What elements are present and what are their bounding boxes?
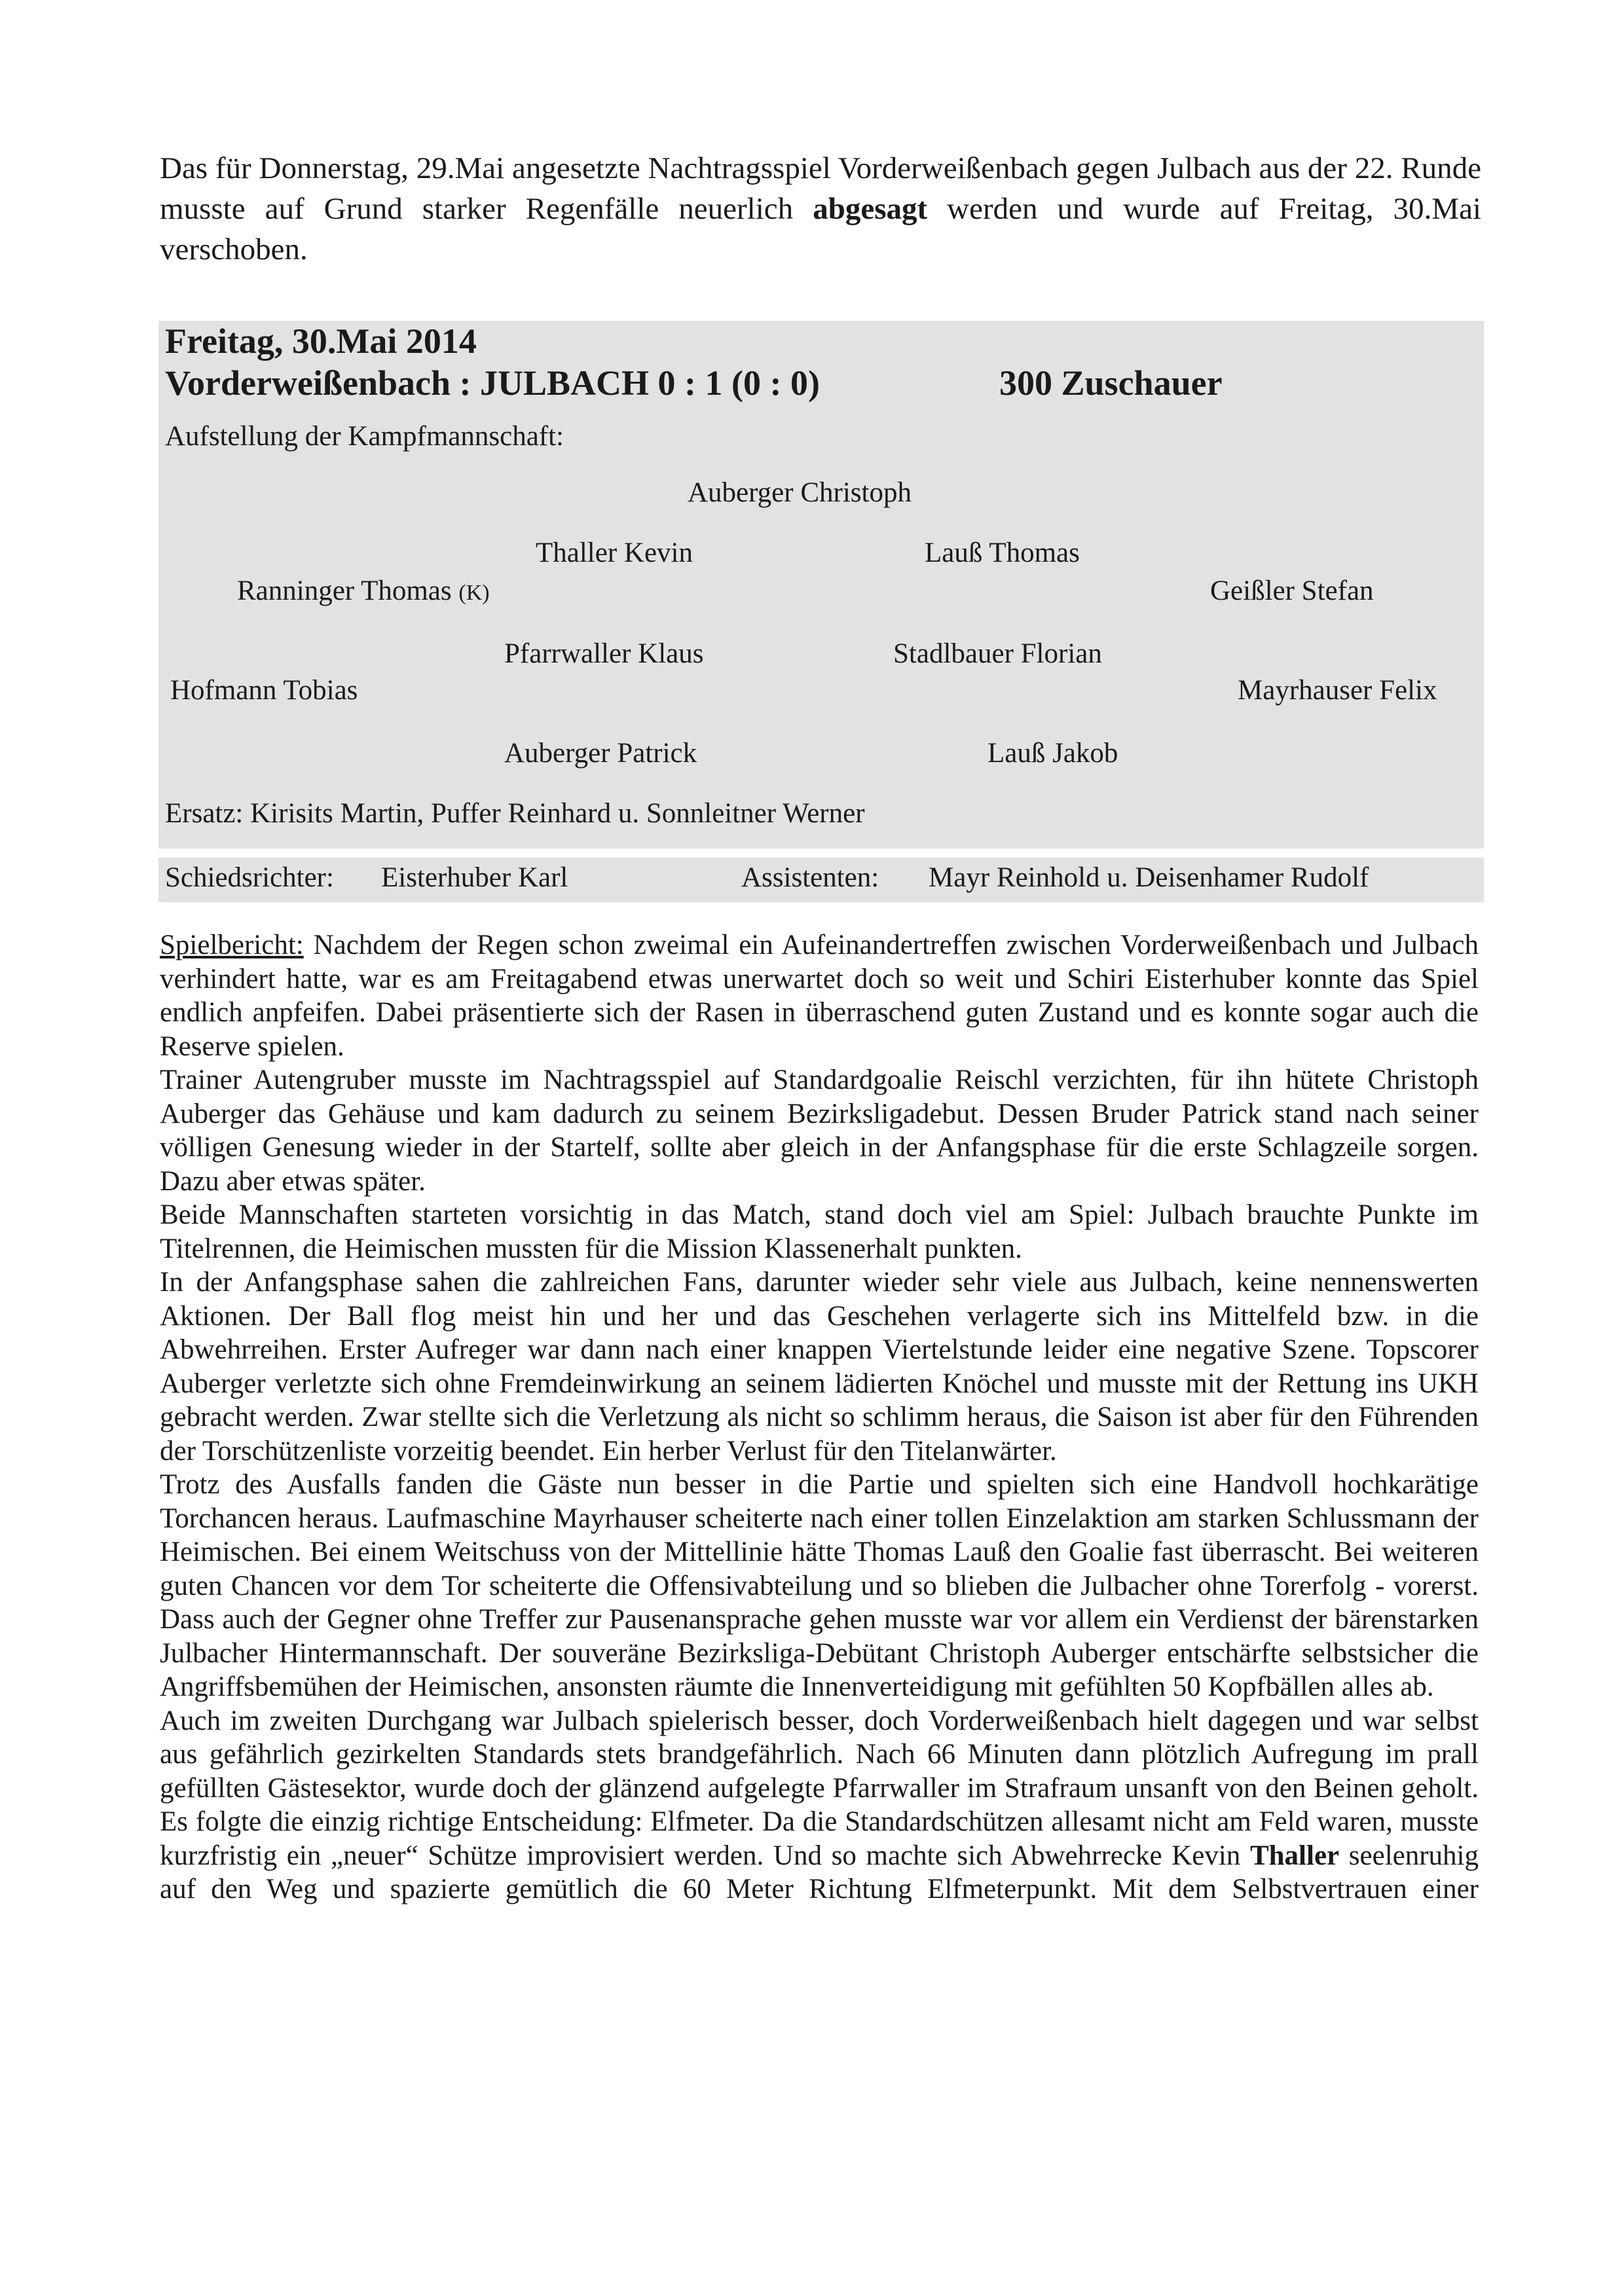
intro-paragraph bbox=[160, 148, 1481, 270]
match-report bbox=[160, 928, 1479, 1906]
player-cb-right: Lauß Thomas bbox=[925, 538, 1080, 568]
match-date: Freitag, 30.Mai 2014 bbox=[165, 321, 477, 361]
player-cm-right: Stadlbauer Florian bbox=[893, 638, 1102, 669]
intro-text-after: werden und wurde auf Freitag, 30.Mai verschoben. bbox=[160, 192, 1481, 266]
player-cm-left: Pfarrwaller Klaus bbox=[504, 638, 704, 669]
report-paragraph-2: Trainer Autengruber musste im Nachtragsspiel auf Standardgoalie Reischl verzichten, für ihn hütete Christoph Auberger das Gehäuse und kam dadurch zu seinem Bezirksligadebut. Dessen Bruder Patrick stand nach seiner völligen Genesung wieder in der Startelf, sollte aber gleich in der Anfangsphase für die erste Schlagzeile sorgen. Dazu aber etwas später. bbox=[160, 1065, 1479, 1197]
player-rm: Mayrhauser Felix bbox=[1238, 675, 1437, 706]
intro-bold-cancelled: abgesagt bbox=[813, 192, 928, 226]
player-st-left: Auberger Patrick bbox=[504, 738, 697, 769]
lineup-label: Aufstellung der Kampfmannschaft: bbox=[165, 421, 564, 452]
report-heading: Spielbericht: bbox=[160, 930, 304, 960]
box-separator bbox=[158, 848, 1484, 858]
player-cb-left: Thaller Kevin bbox=[536, 538, 693, 568]
report-paragraph-6 bbox=[160, 1704, 1479, 1906]
intro-text-before: Das für Donnerstag, 29.Mai angesetzte Nachtragsspiel Vorderweißenbach gegen Julbach aus der 22. Runde musste auf Grund starker Regenfälle neuerlich bbox=[160, 151, 1481, 226]
report-p6-before: Auch im zweiten Durchgang war Julbach spielerisch besser, doch Vorderweißenbach hielt dagegen und war selbst aus gefährlich gezirkelten Standards stets brandgefährlich. Nach 66 Minuten dann plötzlich Aufregung im prall gefüllten Gästesektor, wurde doch der glänzend aufgelegte Pfarrwaller im Strafraum unsanft von den Beinen geholt. Es folgte die einzig richtige Entscheidung: Elfmeter. Da die Standardschützen allesamt nicht am Feld waren, musste kurzfristig ein „neuer“ Schütze improvisiert werden. Und so machte sich Abwehrrecke Kevin bbox=[160, 1705, 1479, 1871]
substitutes: Ersatz: Kirisits Martin, Puffer Reinhard u. Sonnleitner Werner bbox=[165, 798, 865, 829]
match-title: Vorderweißenbach : JULBACH 0 : 1 (0 : 0) bbox=[165, 363, 820, 403]
player-lb bbox=[237, 575, 490, 607]
captain-mark: (K) bbox=[458, 581, 490, 605]
report-paragraph-4: In der Anfangsphase sahen die zahlreichen Fans, darunter wieder sehr viele aus Julbach, keine nennenswerten Aktionen. Der Ball flog meist hin und her und das Geschehen verlagerte sich ins Mittelfeld bzw. in die Abwehrreihen. Erster Aufreger war dann nach einer knappen Viertelstunde leider eine negative Szene. Topscorer Auberger verletzte sich ohne Fremdeinwirkung an seinem lädierten Knöchel und musste mit der Rettung ins UKH gebracht werden. Zwar stellte sich die Verletzung als nicht so schlimm heraus, die Saison ist aber für den Führenden der Torschützenliste vorzeitig beendet. Ein herber Verlust für den Titelanwärter. bbox=[160, 1267, 1479, 1467]
player-lm: Hofmann Tobias bbox=[170, 675, 358, 706]
match-info-box bbox=[158, 321, 1484, 902]
player-rb: Geißler Stefan bbox=[1210, 575, 1374, 606]
player-lb-name: Ranninger Thomas bbox=[237, 575, 452, 606]
report-p6-after: seelenruhig auf den Weg und spazierte gemütlich die 60 Meter Richtung Elfmeterpunkt. Mit dem Selbstvertrauen einer bbox=[160, 1840, 1479, 1904]
spectator-count: 300 Zuschauer bbox=[999, 363, 1223, 403]
referee-name: Eisterhuber Karl bbox=[381, 862, 568, 893]
report-paragraph-5: Trotz des Ausfalls fanden die Gäste nun besser in die Partie und spielten sich eine Handvoll hochkarätige Torchancen heraus. Laufmaschine Mayrhauser scheiterte nach einer tollen Einzelaktion am starken Schlussmann der Heimischen. Bei einem Weitschuss von der Mittellinie hätte Thomas Lauß den Goalie fast überrascht. Bei weiteren guten Chancen vor dem Tor scheiterte die Offensivabteilung und so blieben die Julbacher ohne Torerfolg - vorerst. Dass auch der Gegner ohne Treffer zur Pausenansprache gehen musste war vor allem ein Verdienst der bärenstarken Julbacher Hintermannschaft. Der souveräne Bezirksliga-Debütant Christoph Auberger entschärfte selbstsicher die Angriffsbemühen der Heimischen, ansonsten räumte die Innenverteidigung mit gefühlten 50 Kopfbällen alles ab. bbox=[160, 1469, 1479, 1702]
player-st-right: Lauß Jakob bbox=[987, 738, 1118, 769]
assistants-label: Assistenten: bbox=[741, 862, 879, 893]
report-p1-text: Nachdem der Regen schon zweimal ein Aufeinandertreffen zwischen Vorderweißenbach und Julbach verhindert hatte, war es am Freitagabend etwas unerwartet doch so weit und Schiri Eisterhuber konnte das Spiel endlich anpfeifen. Dabei präsentierte sich der Rasen in überraschend guten Zustand und es konnte sogar auch die Reserve spielen. bbox=[160, 930, 1479, 1062]
report-paragraph-1 bbox=[160, 928, 1479, 1063]
assistants-names: Mayr Reinhold u. Deisenhamer Rudolf bbox=[929, 862, 1369, 893]
report-paragraph-3: Beide Mannschaften starteten vorsichtig in das Match, stand doch viel am Spiel: Julbach brauchte Punkte im Titelrennen, die Heimischen mussten für die Mission Klassenerhalt punkten. bbox=[160, 1199, 1479, 1264]
report-p6-bold: Thaller bbox=[1249, 1840, 1340, 1871]
player-goalkeeper: Auberger Christoph bbox=[688, 477, 912, 508]
referee-label: Schiedsrichter: bbox=[165, 862, 334, 893]
